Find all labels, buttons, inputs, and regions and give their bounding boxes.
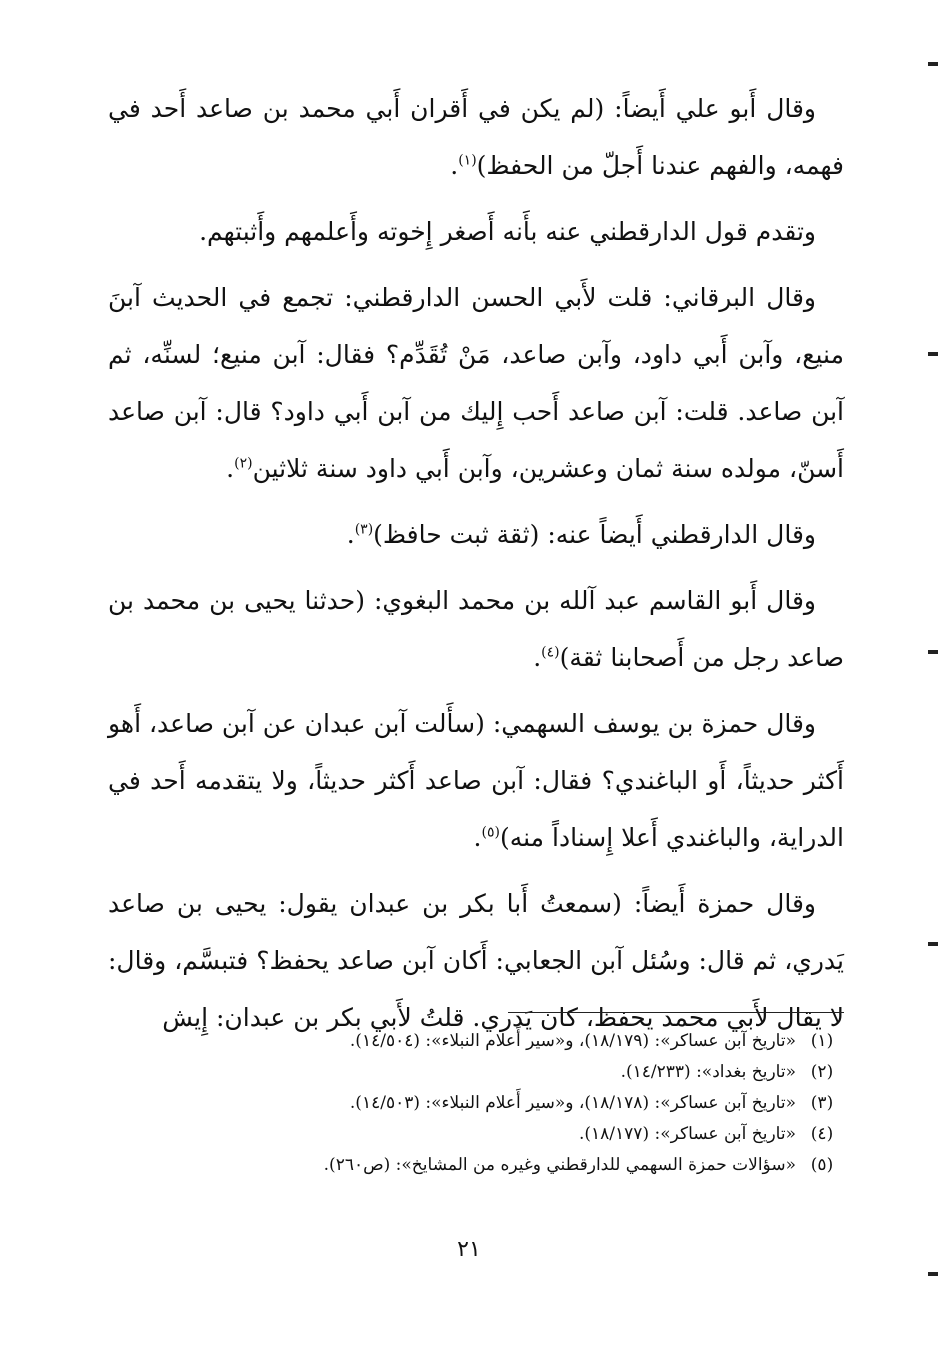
paragraph-6: وقال حمزة بن يوسف السهمي: (سأَلت آبن عبدان عن آبن صاعد، أَهو أَكثر حديثاً، أَو الباغندي؟ فقال: آبن صاعد أَكثر حديثاً، ولا يتقدمه أَحد في الدراية، والباغندي أَعلا إِسناداً منه)$^{(٥)}$. [108,709,844,852]
footnote-number: (٣) [810,1093,834,1113]
paragraph-3: وقال البرقاني: قلت لأَبي الحسن الدارقطني: تجمع في الحديث آبنَ منيع، وآبن أَبي داود، وآبن صاعد، مَنْ تُقَدِّم؟ فقال: آبن منيع؛ لسنِّه، ثم آبن صاعد. قلت: آبن صاعد أَحب إِليك من آبن أَبي داود؟ قال: آبن صاعد أَسنّ، مولده سنة ثمان وعشرين، وآبن أَبي داود سنة ثلاثين$^{(٢)}$. [108,283,844,483]
footnote-4 [200,1119,848,1150]
footnote-number: (١) [810,1031,834,1051]
paragraph-7: وقال حمزة أَيضاً: (سمعتُ أَبا بكر بن عبدان يقول: يحيى بن صاعد يَدري، ثم قال: وسُئل آبن الجعابي: أَكان آبن صاعد يحفظ؟ فتبسَّم، وقال: لا يقال لأَبي محمد يحفظ، كان يَدري. قلتُ لأَبي بكر بن عبدان: إِيش [108,889,844,1032]
footnote-text: «سؤالات حمزة السهمي للدارقطني وغيره من المشايخ»: (ص٢٦٠). [323,1155,796,1175]
footnote-number: (٥) [810,1155,834,1175]
footnote-ref-5[interactable]: (٥) [481,824,500,841]
footnote-text: «تاريخ آبن عساكر»: (١٨/١٧٨)، و«سير أَعلام النبلاء»: (١٤/٥٠٣). [349,1093,796,1113]
page-number: ٢١ [457,1237,481,1262]
footnote-3 [200,1088,848,1119]
paragraph-1: وقال أَبو علي أَيضاً: (لم يكن في أَقران أَبي محمد بن صاعد أَحد في فهمه، والفهم عندنا أَجلّ من الحفظ)$^{(١)}$. [108,94,844,180]
paragraph-2: وتقدم قول الدارقطني عنه بأَنه أَصغر إِخوته وأَعلمهم وأَثبتهم. [199,217,816,246]
footnote-number: (٢) [810,1062,834,1082]
scan-edge-mark [928,650,938,654]
footnote-2 [200,1057,848,1088]
scan-edge-mark [928,62,938,66]
footnote-ref-1[interactable]: (١) [458,152,477,169]
footnote-text: «تاريخ آبن عساكر»: (١٨/١٧٩)، و«سير أَعلام النبلاء»: (١٤/٥٠٤). [349,1031,796,1051]
scan-edge-mark [928,1272,938,1276]
footnote-text: «تاريخ آبن عساكر»: (١٨/١٧٧). [579,1124,796,1144]
footnote-number: (٤) [810,1124,834,1144]
scan-edge-mark [928,352,938,356]
footnotes [200,1026,848,1181]
footnote-ref-4[interactable]: (٤) [541,644,560,661]
footnote-ref-2[interactable]: (٢) [234,455,253,472]
footnote-text: «تاريخ بغداد»: (١٤/٢٣٣). [620,1062,796,1082]
scan-edge-mark [928,942,938,946]
footnote-5 [200,1150,848,1181]
footnote-1 [200,1026,848,1057]
main-text [108,80,844,1046]
footnote-ref-3[interactable]: (٣) [354,521,374,538]
paragraph-4: وقال الدارقطني أَيضاً عنه: (ثقة ثبت حافظ)$^{(٣)}$. [346,520,816,549]
footnote-divider [508,1012,844,1013]
paragraph-5: وقال أَبو القاسم عبد آلله بن محمد البغوي: (حدثنا يحيى بن محمد بن صاعد رجل من أَصحابنا ثقة)$^{(٤)}$. [108,586,844,672]
